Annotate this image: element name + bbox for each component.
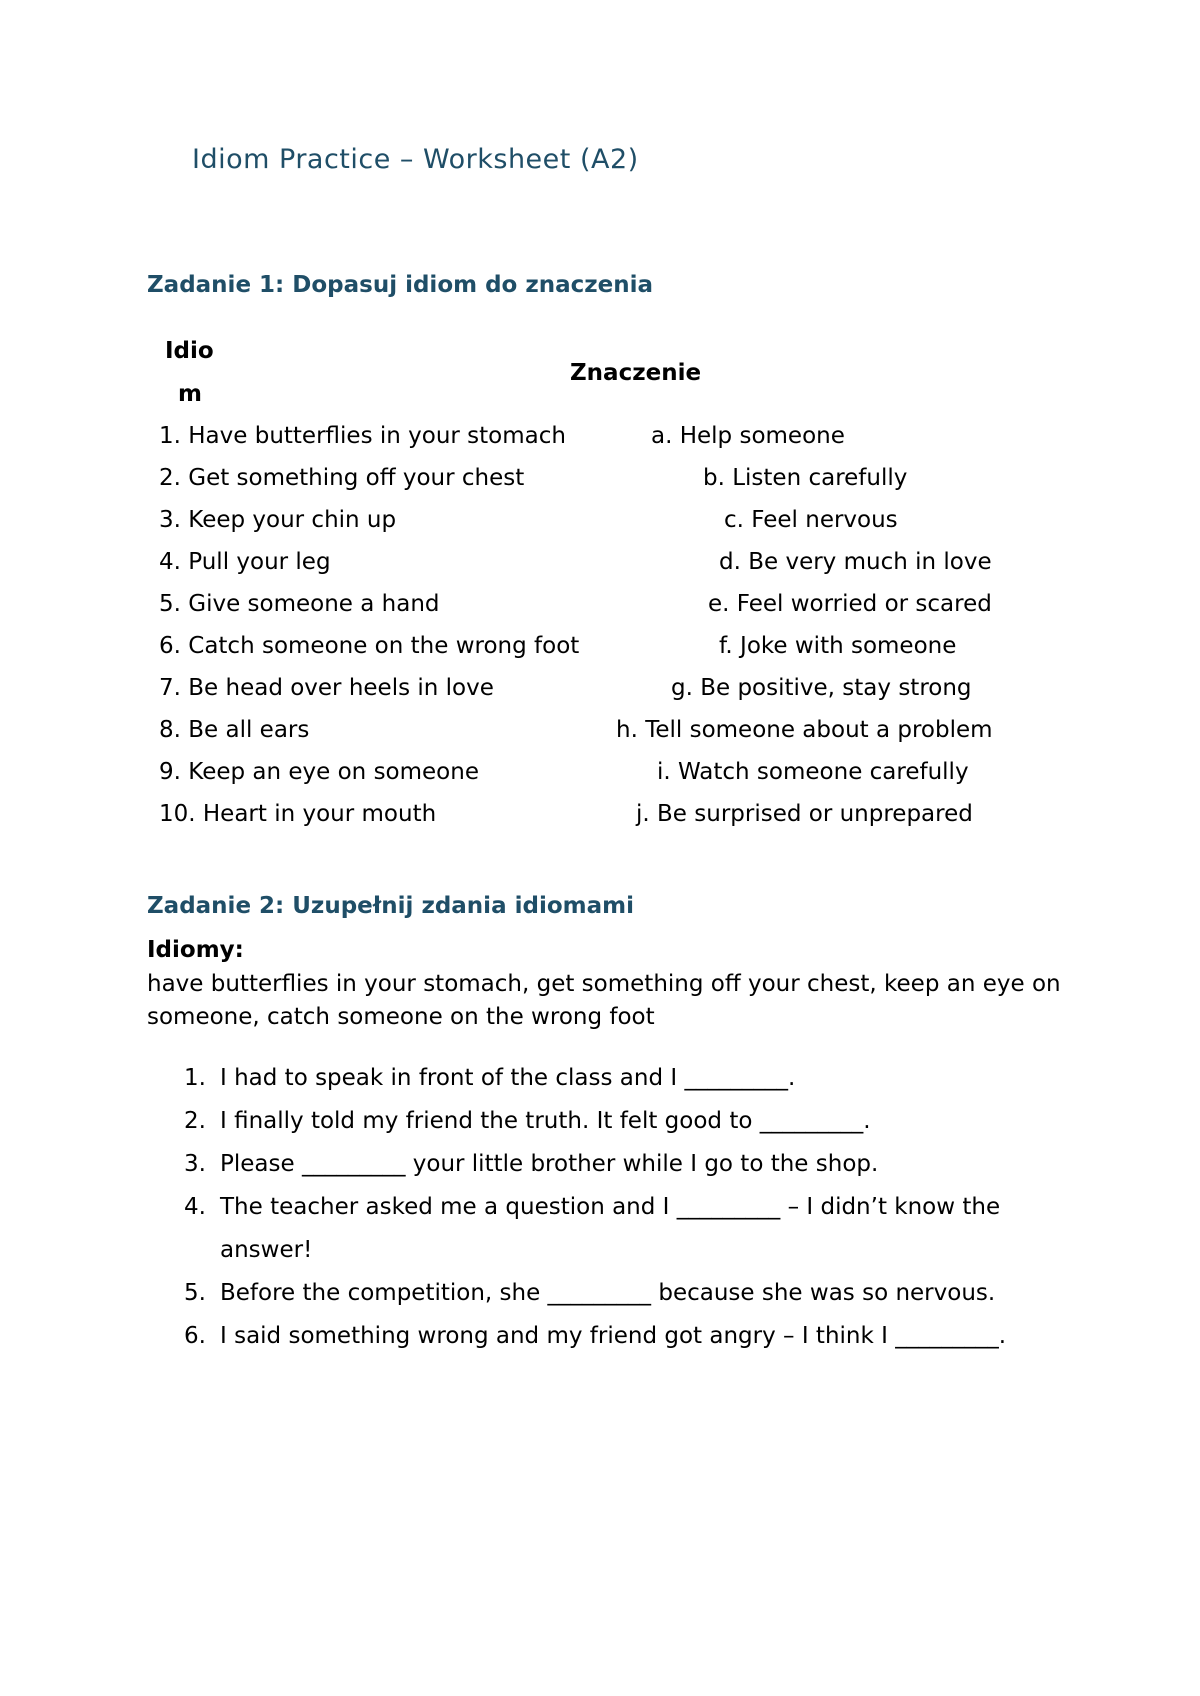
idiom-item: 7. Be head over heels in love (159, 675, 494, 701)
meaning-item: f. Joke with someone (719, 633, 957, 659)
sentence-number: 2. (184, 1108, 206, 1134)
idiom-item: 1. Have butterflies in your stomach (159, 423, 566, 449)
sentence-item (168, 1315, 1088, 1358)
idiom-item: 4. Pull your leg (159, 549, 331, 575)
sentence-item (168, 1057, 1088, 1100)
meaning-item: e. Feel worried or scared (708, 591, 992, 617)
sentence-number: 5. (184, 1280, 206, 1306)
meaning-item: j. Be surprised or unprepared (636, 801, 973, 827)
meaning-item: c. Feel nervous (724, 507, 898, 533)
idiom-item: 5. Give someone a hand (159, 591, 440, 617)
sentence-text: I finally told my friend the truth. It felt good to _________. (220, 1108, 871, 1134)
sentence-number: 3. (184, 1151, 206, 1177)
sentence-text: I said something wrong and my friend got angry – I think I _________. (220, 1323, 1007, 1349)
idioms-word-bank: have butterflies in your stomach, get something off your chest, keep an eye on someone, catch someone on the wrong foot (147, 971, 1061, 1030)
task1-heading: Zadanie 1: Dopasuj idiom do znaczenia (147, 272, 654, 298)
idiom-item: 3. Keep your chin up (159, 507, 397, 533)
idiom-item: 6. Catch someone on the wrong foot (159, 633, 580, 659)
idiom-item: 2. Get something off your chest (159, 465, 525, 491)
sentence-list (168, 1057, 1088, 1358)
meaning-item: i. Watch someone carefully (657, 759, 969, 785)
column-header-meaning: Znaczenie (570, 360, 702, 386)
meaning-item: g. Be positive, stay strong (671, 675, 972, 701)
idiom-item: 10. Heart in your mouth (159, 801, 437, 827)
sentence-item (168, 1186, 1088, 1272)
sentence-item (168, 1143, 1088, 1186)
sentence-number: 4. (184, 1194, 206, 1220)
sentence-number: 1. (184, 1065, 206, 1091)
meaning-item: a. Help someone (651, 423, 845, 449)
sentence-item (168, 1100, 1088, 1143)
idiom-item: 8. Be all ears (159, 717, 310, 743)
idiom-item: 9. Keep an eye on someone (159, 759, 479, 785)
meaning-item: h. Tell someone about a problem (616, 717, 993, 743)
column-header-idiom-part1: Idio (165, 338, 214, 364)
task2-heading: Zadanie 2: Uzupełnij zdania idiomami (147, 893, 634, 919)
sentence-text: Before the competition, she _________ because she was so nervous. (220, 1280, 996, 1306)
column-header-idiom-part2: m (178, 381, 202, 407)
sentence-text: The teacher asked me a question and I _________ – I didn’t know the answer! (220, 1194, 1001, 1263)
sentence-text: Please _________ your little brother while I go to the shop. (220, 1151, 879, 1177)
sentence-number: 6. (184, 1323, 206, 1349)
sentence-item (168, 1272, 1088, 1315)
idioms-label: Idiomy: (147, 937, 244, 963)
worksheet-title: Idiom Practice – Worksheet (A2) (192, 144, 639, 175)
meaning-item: d. Be very much in love (719, 549, 992, 575)
sentence-text: I had to speak in front of the class and I _________. (220, 1065, 796, 1091)
meaning-item: b. Listen carefully (703, 465, 908, 491)
